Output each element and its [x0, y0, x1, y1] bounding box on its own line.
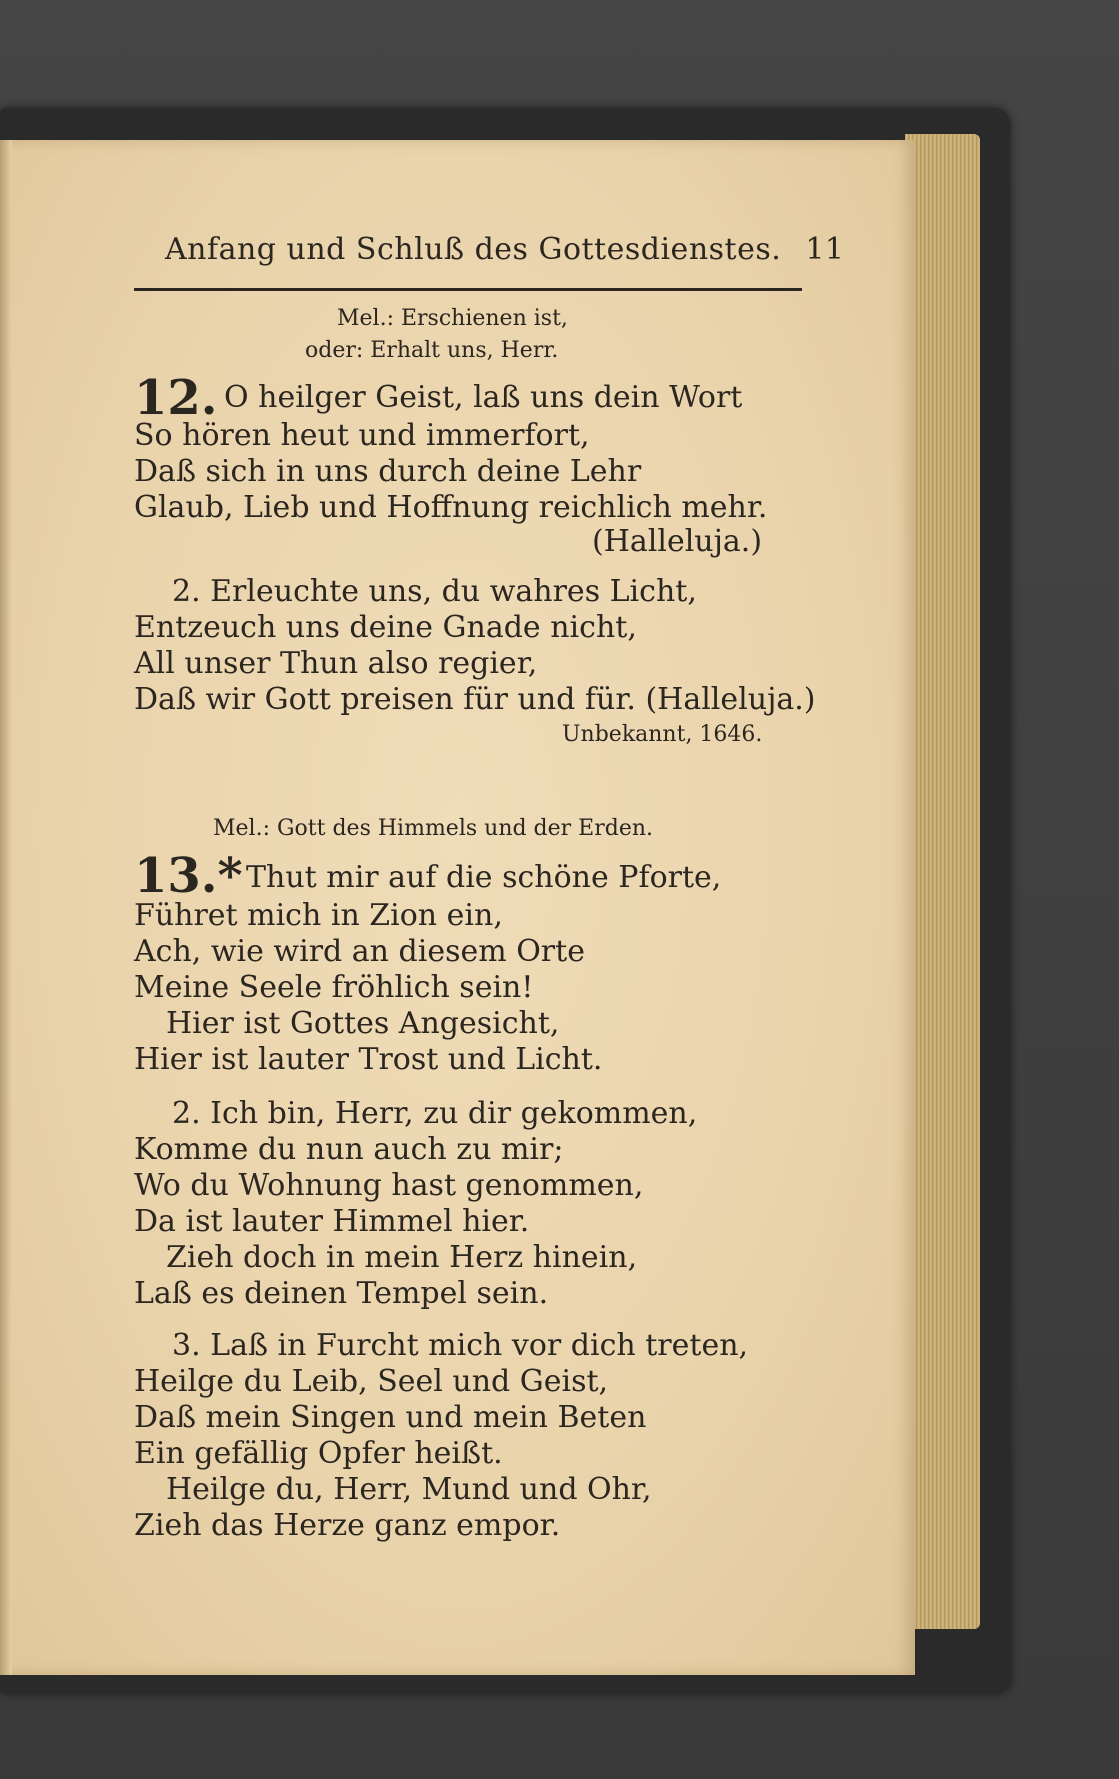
hymn12-v2-line2: Entzeuch uns deine Gnade nicht, — [134, 610, 637, 645]
page-gutter — [0, 140, 12, 1675]
hymn13-v1-line1: Thut mir auf die schöne Pforte, — [246, 860, 722, 895]
hymn13-v3-line5: Heilge du, Herr, Mund und Ohr, — [166, 1472, 652, 1507]
hymn12-v2-line3: All unser Thun also regier, — [134, 646, 538, 681]
hymn12-v1-line3: Daß sich in uns durch deine Lehr — [134, 454, 642, 489]
header-rule — [134, 288, 802, 291]
hymn13-v3-line6: Zieh das Herze ganz empor. — [134, 1508, 561, 1543]
hymn13-v1-line5: Hier ist Gottes Angesicht, — [166, 1006, 560, 1041]
hymn12-number: 12. — [134, 370, 218, 426]
hymn13-melody: Mel.: Gott des Himmels und der Erden. — [213, 816, 654, 841]
hymn12-v2-line4: Daß wir Gott preisen für und für. (Halleluja.) — [134, 682, 816, 717]
hymn12-melody-2: oder: Erhalt uns, Herr. — [305, 338, 559, 363]
hymn12-v1-line4: Glaub, Lieb und Hoffnung reichlich mehr. — [134, 490, 768, 525]
hymn12-author: Unbekannt, 1646. — [562, 722, 763, 747]
hymn13-number: 13.* — [134, 848, 243, 904]
hymn13-v2-line5: Zieh doch in mein Herz hinein, — [166, 1240, 638, 1275]
hymn13-v2-line6: Laß es deinen Tempel sein. — [134, 1276, 549, 1311]
hymn13-v2-line3: Wo du Wohnung hast genommen, — [134, 1168, 644, 1203]
hymn13-v2-line4: Da ist lauter Himmel hier. — [134, 1204, 530, 1239]
hymn13-v1-line3: Ach, wie wird an diesem Orte — [134, 934, 585, 969]
hymn13-v1-line6: Hier ist lauter Trost und Licht. — [134, 1042, 603, 1077]
hymn12-melody-1: Mel.: Erschienen ist, — [337, 306, 568, 331]
hymn12-v1-line1: O heilger Geist, laß uns dein Wort — [224, 380, 743, 415]
hymn12-v1-line2: So hören heut und immerfort, — [134, 418, 590, 453]
hymn13-v1-line4: Meine Seele fröhlich sein! — [134, 970, 534, 1005]
page-number: 11 — [805, 232, 845, 267]
running-header — [165, 232, 845, 267]
page-edges — [905, 134, 980, 1629]
hymn13-v2-line1: 2. Ich bin, Herr, zu dir gekommen, — [172, 1096, 698, 1131]
hymn13-v3-line1: 3. Laß in Furcht mich vor dich treten, — [172, 1328, 749, 1363]
hymn13-v2-line2: Komme du nun auch zu mir; — [134, 1132, 564, 1167]
hymn12-v1-line5: (Halleluja.) — [592, 524, 763, 559]
hymn13-v1-line2: Führet mich in Zion ein, — [134, 898, 503, 933]
hymn13-v3-line3: Daß mein Singen und mein Beten — [134, 1400, 647, 1435]
hymn12-v2-line1: 2. Erleuchte uns, du wahres Licht, — [172, 574, 697, 609]
hymn13-v3-line2: Heilge du Leib, Seel und Geist, — [134, 1364, 609, 1399]
hymn13-v3-line4: Ein gefällig Opfer heißt. — [134, 1436, 503, 1471]
header-title: Anfang und Schluß des Gottesdienstes. — [165, 232, 782, 267]
